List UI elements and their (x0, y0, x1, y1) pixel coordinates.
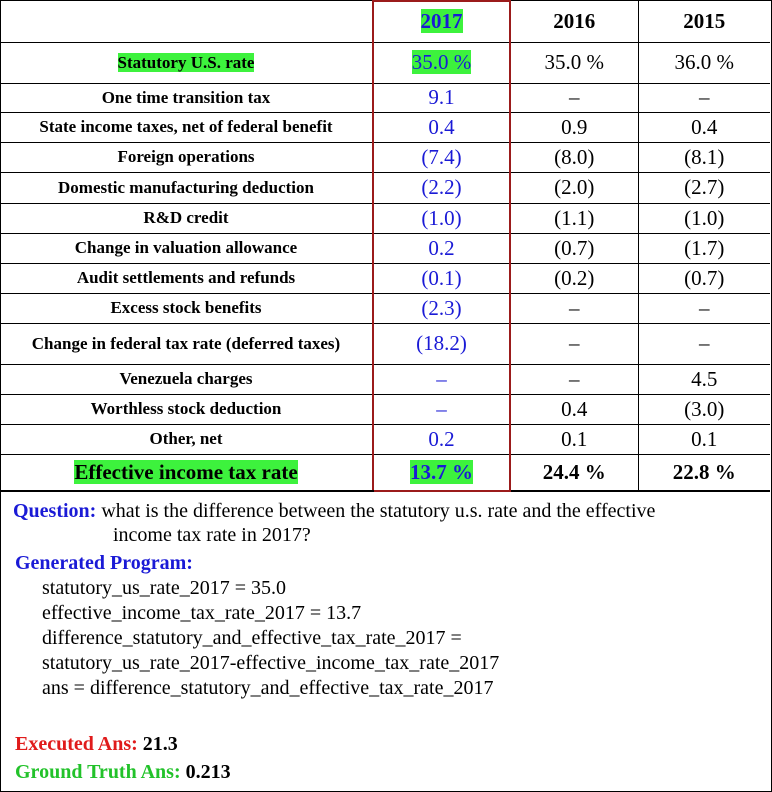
row-label: Worthless stock deduction (0, 394, 373, 424)
table-row (0, 293, 770, 323)
cell-2015: (3.0) (638, 394, 770, 424)
question-label: Question: (13, 500, 97, 522)
row-label: One time transition tax (0, 83, 373, 112)
cell-2017: 0.2 (373, 424, 510, 454)
total-2016: 24.4 % (510, 454, 638, 491)
header-label (0, 1, 373, 42)
ground-truth-value: 0.213 (185, 761, 231, 783)
cell-2015: (2.7) (638, 172, 770, 203)
cell-2016: – (510, 83, 638, 112)
cell-2016: (1.1) (510, 203, 638, 233)
program-line: statutory_us_rate_2017-effective_income_tax_rate_2017 (42, 652, 500, 674)
row-label: Excess stock benefits (0, 293, 373, 323)
program-line: statutory_us_rate_2017 = 35.0 (42, 577, 287, 599)
cell-2015: 36.0 % (638, 42, 770, 83)
row-label: Venezuela charges (0, 364, 373, 394)
cell-2017: 9.1 (373, 83, 510, 112)
cell-2015: (8.1) (638, 142, 770, 172)
row-label: Foreign operations (0, 142, 373, 172)
row-label: Change in valuation allowance (0, 233, 373, 263)
program-label: Generated Program: (15, 552, 193, 574)
table-row (0, 424, 770, 454)
row-label: Statutory U.S. rate (0, 42, 373, 83)
program-code (42, 576, 499, 701)
ground-truth-answer (15, 760, 231, 784)
header-2016: 2016 (510, 1, 638, 42)
cell-2016: (8.0) (510, 142, 638, 172)
cell-2016: 0.4 (510, 394, 638, 424)
cell-2015: – (638, 293, 770, 323)
table-row (0, 233, 770, 263)
table-row (0, 394, 770, 424)
question-text-line-1: what is the difference between the statutory u.s. rate and the effective (101, 500, 656, 522)
cell-2017: 35.0 % (373, 42, 510, 83)
total-2017: 13.7 % (373, 454, 510, 491)
cell-2017: (0.1) (373, 263, 510, 293)
program-line: ans = difference_statutory_and_effective_tax_rate_2017 (42, 677, 494, 699)
cell-2015: 4.5 (638, 364, 770, 394)
cell-2016: – (510, 323, 638, 364)
cell-2016: (0.7) (510, 233, 638, 263)
cell-2017: (7.4) (373, 142, 510, 172)
table-row (0, 203, 770, 233)
total-row (0, 454, 770, 491)
cell-2016: (2.0) (510, 172, 638, 203)
total-2015: 22.8 % (638, 454, 770, 491)
header-2017: 2017 (373, 1, 510, 42)
cell-2016: – (510, 364, 638, 394)
header-row (0, 1, 770, 42)
table-row (0, 364, 770, 394)
table-row (0, 42, 770, 83)
cell-2015: 0.1 (638, 424, 770, 454)
row-label: Audit settlements and refunds (0, 263, 373, 293)
program-line: effective_income_tax_rate_2017 = 13.7 (42, 602, 362, 624)
program-line: difference_statutory_and_effective_tax_rate_2017 = (42, 627, 462, 649)
cell-2017: 0.2 (373, 233, 510, 263)
table-row (0, 142, 770, 172)
cell-2015: (0.7) (638, 263, 770, 293)
header-2015: 2015 (638, 1, 770, 42)
total-label: Effective income tax rate (0, 454, 373, 491)
table-row (0, 83, 770, 112)
cell-2015: – (638, 323, 770, 364)
cell-2015: – (638, 83, 770, 112)
executed-answer (15, 732, 178, 756)
row-label: Change in federal tax rate (deferred taxes) (0, 323, 373, 364)
cell-2017: (2.3) (373, 293, 510, 323)
executed-value: 21.3 (142, 733, 178, 755)
cell-2017: – (373, 364, 510, 394)
cell-2016: 0.9 (510, 112, 638, 142)
cell-2017: – (373, 394, 510, 424)
cell-2017: (1.0) (373, 203, 510, 233)
table-row (0, 323, 770, 364)
cell-2015: (1.0) (638, 203, 770, 233)
cell-2016: 0.1 (510, 424, 638, 454)
question-text-line-2: income tax rate in 2017? (113, 524, 311, 546)
cell-2017: (2.2) (373, 172, 510, 203)
executed-label: Executed Ans: (15, 733, 138, 755)
cell-2016: – (510, 293, 638, 323)
row-label: Domestic manufacturing deduction (0, 172, 373, 203)
row-label: R&D credit (0, 203, 373, 233)
row-label: Other, net (0, 424, 373, 454)
cell-2016: 35.0 % (510, 42, 638, 83)
cell-2017: (18.2) (373, 323, 510, 364)
row-label: State income taxes, net of federal benefit (0, 112, 373, 142)
ground-truth-label: Ground Truth Ans: (15, 761, 181, 783)
question (13, 499, 753, 547)
cell-2015: (1.7) (638, 233, 770, 263)
cell-2015: 0.4 (638, 112, 770, 142)
table-row (0, 112, 770, 142)
cell-2016: (0.2) (510, 263, 638, 293)
cell-2017: 0.4 (373, 112, 510, 142)
table-row (0, 263, 770, 293)
table-row (0, 172, 770, 203)
